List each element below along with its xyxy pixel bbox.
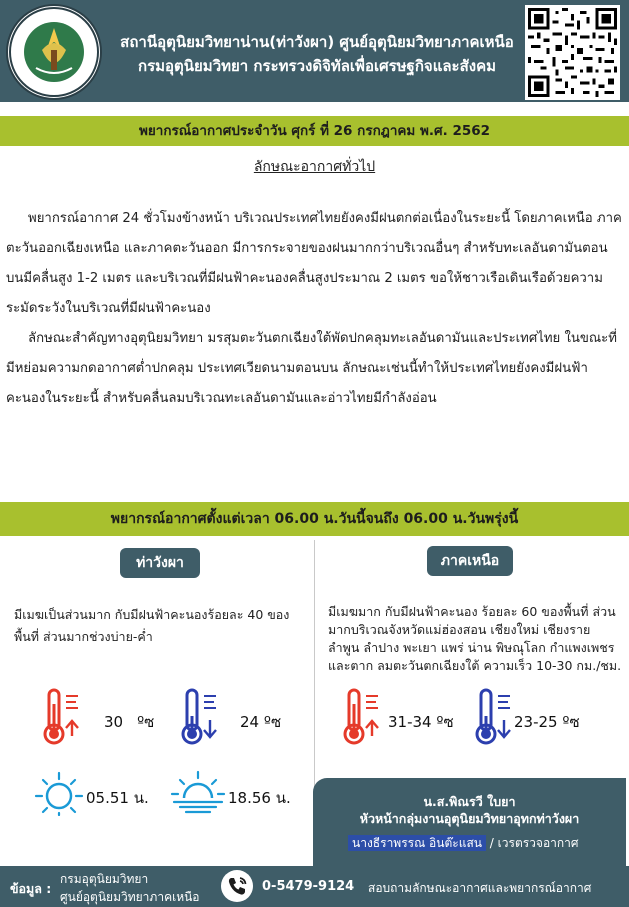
department-title: กรมอุตุนิยมวิทยา กระทรวงดิจิทัลเพื่อเศรษฐกิจและสังคม: [137, 57, 497, 75]
footer: [0, 866, 629, 907]
north-forecast-description: มีเมฆมาก กับมีฝนฟ้าคะนอง ร้อยละ 60 ของพื้นที่ ส่วนมากบริเวณจังหวัดแม่ฮ่องสอน เชียงใหม่ เชียงราย ลำพูน ลำปาง พะเยา แพร่ น่าน พิษณุโลก กำแพงเพชร และตาก ลมตะวันตกเฉียงใต้ ความเร็ว 10-30 กม./ชม.: [328, 604, 622, 673]
local-max-temp: 30 ºซ: [104, 713, 155, 731]
thermometer-cold-icon: [180, 688, 226, 750]
local-min-temp: 24 ºซ: [240, 713, 282, 731]
forecast-period-band: [0, 502, 629, 536]
signatory-role: หัวหน้ากลุ่มงานอุตุนิยมวิทยาอุทกท่าวังผา: [359, 811, 580, 826]
north-min-temp: 23-25 ºซ: [514, 713, 580, 731]
sunset-time: 18.56 น.: [228, 789, 291, 807]
thermometer-hot-icon: [42, 688, 88, 750]
contact-note: สอบถามลักษณะอากาศและพยากรณ์อากาศ: [368, 881, 592, 895]
header: [0, 0, 629, 102]
source-department: กรมอุตุนิยมวิทยา: [60, 872, 149, 886]
general-paragraph-1: พยากรณ์อากาศ 24 ชั่วโมงข้างหน้า บริเวณประเทศไทยยังคงมีฝนตกต่อเนื่องในระยะนี้ โดยภาคเหนือ ภาคตะวันออกเฉียงเหนือ และภาคตะวันออก มีการกระจายของฝนมากกว่าบริเวณอื่นๆ สำหรับทะเลอันดามันตอนบนมีคลื่นสูง 1-2 เมตร และบริเวณที่มีฝนฟ้าคะนองคลื่นสูงประมาณ 2 เมตร ขอให้ชาวเรือเดินเรือด้วยความระมัดระวังในบริเวณที่มีฝนฟ้าคะนอง: [6, 211, 622, 316]
duty-officer: [348, 834, 579, 853]
region-tab-thawangpha[interactable]: ท่าวังผา: [120, 548, 200, 578]
source-north-center: ศูนย์อุตุนิยมวิทยาภาคเหนือ: [60, 890, 200, 904]
station-title: สถานีอุตุนิยมวิทยาน่าน(ท่าวังผา) ศูนย์อุตุนิยมวิทยาภาคเหนือ: [120, 33, 514, 51]
phone-icon: [220, 869, 254, 903]
meteorological-department-logo: [6, 4, 102, 100]
north-min-temp-unit: ºซ: [562, 713, 580, 731]
region-tab-north[interactable]: ภาคเหนือ: [427, 546, 513, 576]
qr-code[interactable]: [525, 5, 620, 100]
duty-officer-role: / เวรตรวจอากาศ: [489, 836, 579, 850]
local-forecast-description: มีเมฆเป็นส่วนมาก กับมีฝนฟ้าคะนองร้อยละ 40 ของพื้นที่ ส่วนมากช่วงบ่าย-ค่ำ: [14, 607, 290, 644]
contact-phone[interactable]: 0-5479-9124: [262, 879, 355, 894]
local-min-temp-unit: ºซ: [263, 713, 282, 731]
forecast-period: พยากรณ์อากาศตั้งแต่เวลา 06.00 น.วันนี้จนถึง 06.00 น.วันพรุ่งนี้: [110, 511, 519, 527]
duty-officer-name: นางธีราพรรณ อินต๊ะแสน: [348, 835, 486, 851]
thermometer-hot-icon: [342, 688, 388, 750]
forecast-date: พยากรณ์อากาศประจำวัน ศุกร์ ที่ 26 กรกฎาคม พ.ศ. 2562: [138, 123, 491, 139]
source-label: ข้อมูล :: [10, 881, 52, 896]
signatory-name: น.ส.พิณรวี ใบยา: [423, 794, 516, 809]
sunrise-time: 05.51 น.: [86, 789, 149, 807]
sunset-icon: [170, 770, 226, 820]
north-max-temp-unit: ºซ: [436, 713, 454, 731]
general-weather-title: ลักษณะอากาศทั่วไป: [253, 159, 376, 175]
general-paragraph-2: ลักษณะสำคัญทางอุตุนิยมวิทยา มรสุมตะวันตกเฉียงใต้พัดปกคลุมทะเลอันดามันและประเทศไทย ในขณะที่มีหย่อมความกดอากาศต่ำปกคลุม ประเทศเวียดนามตอนบน ลักษณะเช่นนี้ทำให้ประเทศไทยยังคงมีฝนฟ้าคะนองในระยะนี้ สำหรับคลื่นลมบริเวณทะเลอันดามันและอ่าวไทยมีกำลังอ่อน: [6, 331, 617, 406]
sunrise-icon: [34, 770, 84, 820]
north-max-temp: 31-34 ºซ: [388, 713, 454, 731]
local-max-temp-unit: ºซ: [137, 713, 155, 731]
daily-forecast-date-band: [0, 116, 629, 146]
